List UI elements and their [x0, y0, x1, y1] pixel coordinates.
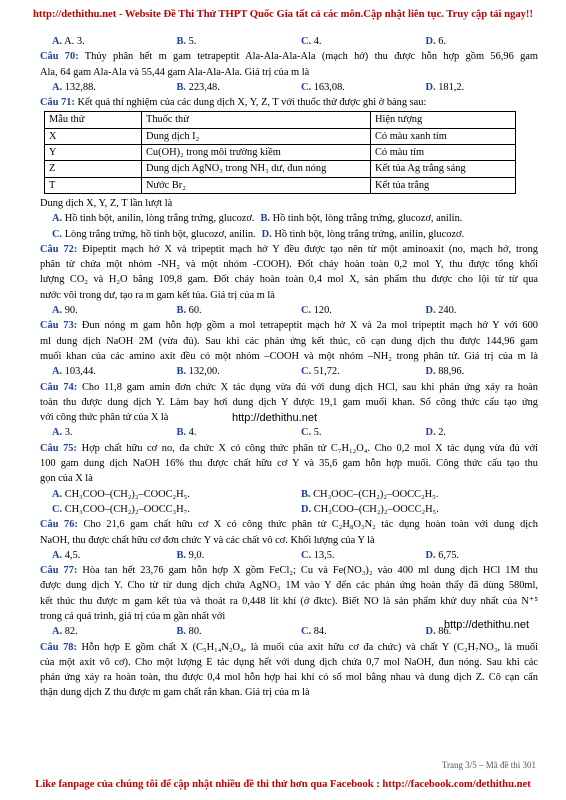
q72-line-1: Câu 72: Đipeptit mạch hở X và tripeptit mạch hở Y đều được tạo nên từ một aminoaxit (no, mạch hở, trong	[40, 243, 538, 255]
q71-label: Câu 71:	[40, 97, 75, 109]
option-a: A. 4,5.	[52, 549, 81, 561]
q72-options	[40, 303, 538, 318]
q77-line-2: được dung dịch Y. Cho từ từ dung dịch chứa AgNO₃ 1M vào Y đến các phản ứng hoàn thấy đã dùng 580ml,	[40, 580, 538, 592]
column-header: Thuốc thử	[142, 112, 371, 128]
option-d: D. 2.	[425, 427, 446, 439]
q78-line-3: phản ứng xảy ra hoàn toàn, thu được 0,4 mol hỗn hợp hai khí có số mol bằng nhau và dung dịch Z. Cô cạn cẩn	[40, 672, 538, 684]
q76-line-2: NaOH, thu được chất hữu cơ đơn chức Y và các chất vô cơ. Khối lượng của Y là	[40, 534, 375, 546]
result-table	[44, 111, 516, 193]
table-cell: T	[45, 177, 142, 193]
q72-label: Câu 72:	[40, 243, 78, 255]
option-a: A. A. 3.	[52, 36, 85, 47]
table-cell: Y	[45, 145, 142, 161]
q78-line-4: thận dung dịch Z thu được m gam chất rắn khan. Giá trị của m là	[40, 687, 310, 699]
option-c: C. 84.	[301, 626, 327, 638]
q72-line-2: phân tử chứa một nhóm -NH₂ và một nhóm -COOH). Đốt cháy hoàn toàn 0,2 mol Y, thu được tổng khối	[40, 259, 538, 271]
option-d: D. 240.	[425, 305, 457, 317]
option-c: C. 163,08.	[301, 81, 345, 93]
q73-line-3: muối khan của các amino axit đều có một nhóm –COOH và một nhóm –NH₂ trong phân tử. Giá trị của m là	[40, 350, 538, 362]
option-c: C. Lòng trắng trứng, hồ tinh bột, glucozơ, anilin.	[52, 228, 256, 240]
q77-options	[40, 619, 538, 639]
option-c: C. 5.	[301, 427, 322, 439]
q70-line-2: Ala, 64 gam Ala-Ala và 55,44 gam Ala-Ala-Ala. Giá trị của m là	[40, 66, 310, 78]
q76-line-1: Câu 76: Cho 21,6 gam chất hữu cơ X có công thức phân tử C₂H₈O₃N₂ tác dụng hoàn toàn với dung dịch	[40, 519, 538, 531]
option-c: C. 4.	[301, 36, 322, 47]
page-number: Trang 3/5 – Mã đề thi 301	[441, 760, 536, 770]
table-cell: Nước Br₂	[142, 177, 371, 193]
table-cell: Cu(OH)₂ trong môi trường kiềm	[142, 145, 371, 161]
option-b: B. 4.	[176, 427, 197, 439]
page-footer: Like fanpage của chúng tôi để cập nhật nhiều đề thi thử hơn qua Facebook : http://facebook.com/dethithu.net	[35, 779, 531, 790]
exam-content	[40, 34, 538, 701]
q76-label: Câu 76:	[40, 519, 78, 531]
q75-options-cd	[40, 502, 538, 517]
option-a: A. Hồ tinh bột, anilin, lòng trắng trứng, glucozơ.	[52, 213, 255, 225]
table-row	[45, 145, 516, 161]
page-header: http://dethithu.net - Website Đề Thi Thử THPT Quốc Gia tất cả các môn.Cập nhật liên tục. Truy cập tải ngay!!	[33, 9, 533, 20]
q73-label: Câu 73:	[40, 320, 78, 332]
option-a: A. CH₃COO–(CH₂)₂–COOC₂H₅.	[52, 488, 190, 500]
table-cell: Dung dịch AgNO₃ trong NH₃ dư, đun nóng	[142, 161, 371, 177]
q74-line-2: toàn thu được dung dịch Y. Làm bay hơi dung dịch Y được 19,1 gam muối khan. Số công thức cấu tạo ứng	[40, 396, 538, 408]
option-d: D. 88,96.	[425, 366, 465, 378]
q72-line-3: lượng CO₂ và H₂O bằng 109,8 gam. Đốt cháy hoàn toàn 0,4 mol X, sản phẩm thu được cho lội từ từ qua	[40, 274, 538, 286]
table-row	[45, 177, 516, 193]
table-cell: Có màu tím	[371, 145, 516, 161]
table-row	[45, 128, 516, 144]
option-a: A. 132,88.	[52, 81, 96, 93]
option-a: A. 3.	[52, 427, 73, 439]
option-b: B. 5.	[176, 36, 197, 47]
option-d: D. 6.	[425, 36, 446, 47]
q74-line-1: Câu 74: Cho 11,8 gam amin đơn chức X tác dụng vừa đủ với dung dịch HCl, sau khi phản ứng xảy ra hoàn	[40, 381, 538, 393]
q77-line-3: kết thúc thu được m gam kết tủa và thoát ra 0,448 lít khí (ở đktc). Biết NO là sản phẩm khử duy nhất của N⁺⁵	[40, 595, 538, 607]
watermark-link: http://dethithu.net	[444, 619, 530, 632]
option-d: D. Hồ tinh bột, lòng trắng trứng, anilin, glucozơ.	[261, 228, 465, 240]
q77-line-4: trong cả quá trình, giá trị của m gần nhất với	[40, 610, 226, 622]
option-a: A. 82.	[52, 626, 78, 638]
q71-line-2: Dung dịch X, Y, Z, T lần lượt là	[40, 197, 173, 209]
q77-line-1: Câu 77: Hòa tan hết 23,76 gam hỗn hợp X gồm FeCl₂; Cu và Fe(NO₃)₂ vào 400 ml dung dịch HCl 1M thu	[40, 565, 538, 577]
q75-line-2: 100 gam dung dịch NaOH 16% thu được chất hữu cơ Y và 35,6 gam hỗn hợp muối. Công thức cấu tạo thu	[40, 458, 538, 470]
q74-line-3: với công thức phân tử của X là http://dethithu.net	[40, 410, 538, 425]
option-a: A. 90.	[52, 305, 78, 317]
q71-line-1: Câu 71: Kết quả thí nghiệm của các dung dịch X, Y, Z, T với thuốc thử được ghi ở bảng sau:	[40, 97, 427, 109]
table-cell: Kết tủa trắng	[371, 177, 516, 193]
q73-line-2: ml dung dịch NaOH 2M (vừa đủ). Sau khi các phản ứng kết thúc, cô cạn dung dịch thu được 144,96 gam	[40, 335, 538, 347]
q70-options	[40, 80, 538, 95]
q78-line-2: của một axit vô cơ). Cho một lượng E tác dụng hết với dung dịch chứa 0,7 mol NaOH, đun nóng. Sau khi các	[40, 656, 538, 668]
option-b: B. Hồ tinh bột, lòng trắng trứng, glucozơ, anilin.	[260, 213, 463, 225]
q74-label: Câu 74:	[40, 381, 78, 393]
option-b: B. 9,0.	[176, 549, 205, 561]
option-d: D. 181,2.	[425, 81, 465, 93]
table-cell: X	[45, 128, 142, 144]
option-c: C. 51,72.	[301, 366, 340, 378]
option-c: C. 120.	[301, 305, 332, 317]
q72-line-4: nước vôi trong dư, tạo ra m gam kết tủa. Giá trị của m là	[40, 289, 275, 301]
table-cell: Z	[45, 161, 142, 177]
option-d: D. 86.	[425, 626, 452, 638]
q73-line-1: Câu 73: Đun nóng m gam hỗn hợp gồm a mol tetrapeptit mạch hở X và 2a mol tripeptit mạch hở Y với 600	[40, 320, 538, 332]
option-b: B. 223,48.	[176, 81, 220, 93]
watermark-link: http://dethithu.net	[232, 412, 318, 425]
q70-line-1: Câu 70: Thủy phân hết m gam tetrapeptit Ala-Ala-Ala-Ala (mạch hở) thu được hỗn hợp gồm 56,96 gam	[40, 51, 538, 63]
q75-line-3: gọn của X là	[40, 473, 93, 485]
option-b: B. CH₃OOC–(CH₂)₂–OOCC₂H₅.	[301, 488, 439, 500]
option-b: B. 80.	[176, 626, 202, 638]
column-header: Mẫu thử	[45, 112, 142, 128]
column-header: Hiện tượng	[371, 112, 516, 128]
q73-options	[40, 364, 538, 379]
q71-options-cd	[40, 227, 538, 242]
q76-options	[40, 548, 538, 563]
option-d: D. 6,75.	[425, 549, 459, 561]
option-c: C. CH₃COO–(CH₂)₂–OOCC₃H₇.	[52, 503, 190, 515]
q78-line-1: Câu 78: Hỗn hợp E gồm chất X (C₅H₁₄N₂O₄, là muối của axit hữu cơ đa chức) và chất Y (C₂H₇NO₃, là muối	[40, 641, 538, 653]
q70-label: Câu 70:	[40, 51, 79, 63]
option-a: A. 103,44.	[52, 366, 96, 378]
q75-line-1: Câu 75: Hợp chất hữu cơ no, đa chức X có công thức phân tử C₇H₁₂O₄. Cho 0,2 mol X tác dụng vừa đủ với	[40, 442, 538, 454]
q74-options	[40, 425, 538, 440]
option-b: B. 60.	[176, 305, 202, 317]
option-c: C. 13,5.	[301, 549, 335, 561]
q77-label: Câu 77:	[40, 565, 78, 577]
table-cell: Kết tủa Ag trắng sáng	[371, 161, 516, 177]
option-b: B. 132,00.	[176, 366, 220, 378]
q75-label: Câu 75:	[40, 442, 77, 454]
table-cell: Dung dịch I₂	[142, 128, 371, 144]
option-d: D. CH₃COO–(CH₂)₂–OOCC₂H₅.	[301, 503, 439, 515]
table-row	[45, 161, 516, 177]
table-header-row	[45, 112, 516, 128]
q75-options-ab	[40, 487, 538, 502]
q78-label: Câu 78:	[40, 641, 77, 653]
prev-question-options	[40, 34, 538, 49]
table-cell: Có màu xanh tím	[371, 128, 516, 144]
q71-options-ab	[40, 211, 538, 226]
